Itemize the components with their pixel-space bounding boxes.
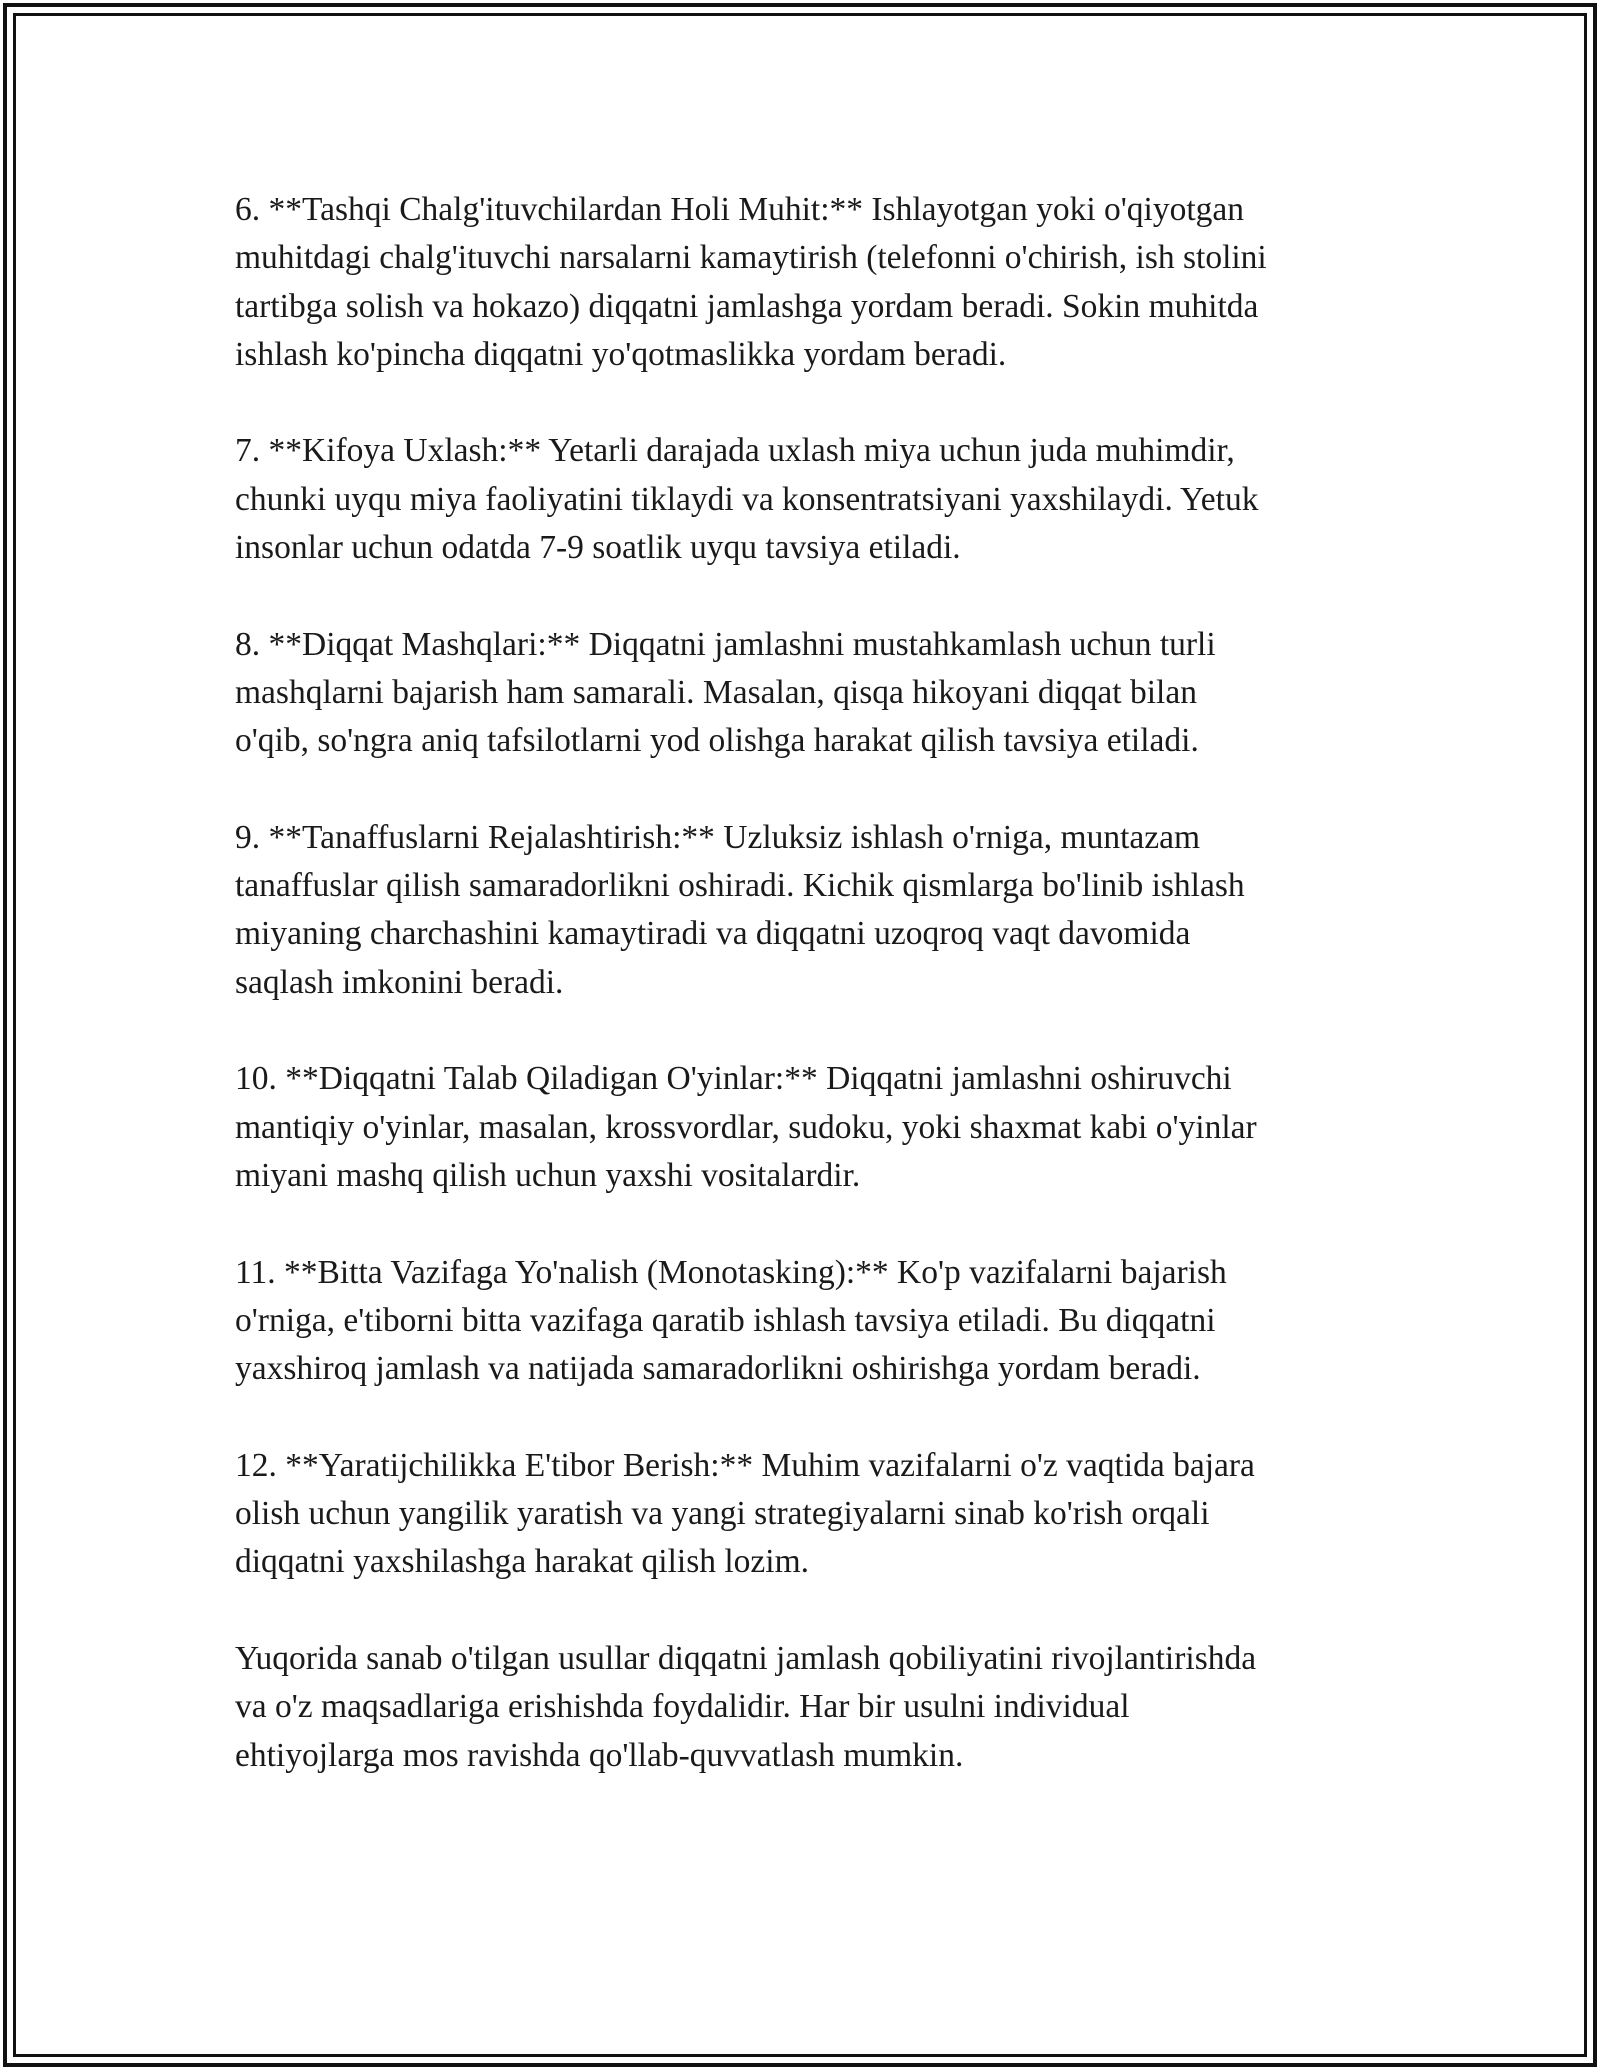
paragraph-item-10: 10. **Diqqatni Talab Qiladigan O'yinlar:** Diqqatni jamlashni oshiruvchi mantiqiy o'yinlar, masalan, krossvordlar, sudoku, yoki shaxmat kabi o'yinlar miyani mashq qilish uchun yaxshi vositalardir. xyxy=(235,1060,1257,1194)
document-body xyxy=(235,186,1385,1828)
paragraph-item-7: 7. **Kifoya Uxlash:** Yetarli darajada uxlash miya uchun juda muhimdir, chunki uyqu miya faoliyatini tiklaydi va konsentratsiyani yaxshilaydi. Yetuk insonlar uchun odatda 7-9 soatlik uyqu tavsiya etiladi. xyxy=(235,432,1259,567)
paragraph-item-9: 9. **Tanaffuslarni Rejalashtirish:** Uzluksiz ishlash o'rniga, muntazam tanaffuslar qilish samaradorlikni oshiradi. Kichik qismlarga bo'linib ishlash miyaning charchashini kamaytiradi va diqqatni uzoqroq vaqt davomida saqlash imkonini beradi. xyxy=(235,818,1245,1001)
paragraph-item-6: 6. **Tashqi Chalg'ituvchilardan Holi Muhit:** Ishlayotgan yoki o'qiyotgan muhitdagi chalg'ituvchi narsalarni kamaytirish (telefonni o'chirish, ish stolini tartibga solish va hokazo) diqqatni jamlashga yordam beradi. Sokin muhitda ishlash ko'pincha diqqatni yo'qotmaslikka yordam beradi. xyxy=(235,191,1267,373)
paragraph-item-11: 11. **Bitta Vazifaga Yo'nalish (Monotasking):** Ko'p vazifalarni bajarish o'rniga, e'tiborni bitta vazifaga qaratib ishlash tavsiya etiladi. Bu diqqatni yaxshiroq jamlash va natijada samaradorlikni oshirishga yordam beradi. xyxy=(235,1253,1227,1388)
paragraph-conclusion: Yuqorida sanab o'tilgan usullar diqqatni jamlash qobiliyatini rivojlantirishda va o'z maqsadlariga erishishda foydalidir. Har bir usulni individual ehtiyojlarga mos ravishda qo'llab-quvvatlash mumkin. xyxy=(235,1639,1257,1774)
paragraph-item-12: 12. **Yaratijchilikka E'tibor Berish:** Muhim vazifalarni o'z vaqtida bajara olish uchun yangilik yaratish va yangi strategiyalarni sinab ko'rish orqali diqqatni yaxshilashga harakat qilish lozim. xyxy=(235,1446,1255,1581)
paragraph-item-8: 8. **Diqqat Mashqlari:** Diqqatni jamlashni mustahkamlash uchun turli mashqlarni bajarish ham samarali. Masalan, qisqa hikoyani diqqat bilan o'qib, so'ngra aniq tafsilotlarni yod olishga harakat qilish tavsiya etiladi. xyxy=(235,625,1216,760)
